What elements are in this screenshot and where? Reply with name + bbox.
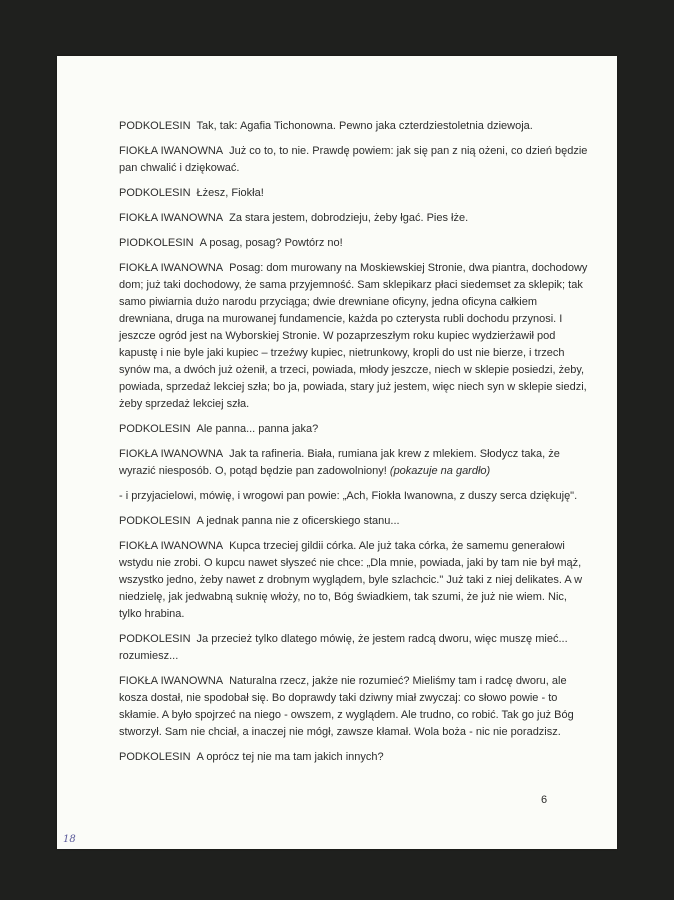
dialogue-line: [119, 446, 589, 480]
line-text: Jak ta rafineria. Biała, rumiana jak krew z mlekiem. Słodycz taka, że wyrazić niesposób. O, potąd będzie pan zadowolniony!: [119, 448, 560, 477]
dialogue-line: [119, 210, 589, 227]
speaker-name: FIOKŁA IWANOWNA: [119, 540, 224, 552]
dialogue-line: [119, 631, 589, 665]
dialogue-line: [119, 235, 589, 252]
stage-direction: (pokazuje na gardło): [389, 465, 491, 477]
dialogue-line: [119, 185, 589, 202]
dialogue-line: [119, 143, 589, 177]
dialogue-line: [119, 673, 589, 741]
dialogue-line: [119, 749, 589, 766]
dialogue-text: [119, 118, 589, 774]
speaker-name: PODKOLESIN: [119, 751, 191, 763]
speaker-name: PODKOLESIN: [119, 120, 191, 132]
speaker-name: PODKOLESIN: [119, 515, 191, 527]
line-text: A posag, posag? Powtórz no!: [199, 237, 343, 249]
handwritten-margin-note: 18: [63, 834, 76, 845]
line-text: Kupca trzeciej gildii córka. Ale już taka córka, że samemu generałowi wstydu nie zrobi. O kupcu nawet słyszeć nie chce: „Dla mnie, powiada, jaki by tam nie był mąż, wszystko jedno, żeby nawet z drobnym wyglądem, byle szlachcic." Już taki z niej delikates. A w niedzielę, jak jedwabną suknię włoży, no to, Bóg świadkiem, tak szumi, że już nie wiem. Nic, tylko hrabina.: [119, 540, 583, 620]
document-page: [57, 56, 617, 849]
speaker-name: FIOKŁA IWANOWNA: [119, 262, 224, 274]
line-text: A oprócz tej nie ma tam jakich innych?: [196, 751, 384, 763]
dialogue-line: [119, 118, 589, 135]
line-text: Za stara jestem, dobrodzieju, żeby łgać. Pies łże.: [229, 212, 469, 224]
page-number: 6: [541, 794, 548, 806]
line-text: Ale panna... panna jaka?: [196, 423, 319, 435]
line-text: Łżesz, Fiokła!: [196, 187, 264, 199]
speaker-name: FIOKŁA IWANOWNA: [119, 212, 224, 224]
speaker-name: FIOKŁA IWANOWNA: [119, 145, 224, 157]
speaker-name: PIODKOLESIN: [119, 237, 194, 249]
dialogue-line: [119, 260, 589, 413]
dialogue-line: [119, 488, 589, 505]
speaker-name: PODKOLESIN: [119, 187, 191, 199]
speaker-name: FIOKŁA IWANOWNA: [119, 448, 224, 460]
line-text: Naturalna rzecz, jakże nie rozumieć? Mieliśmy tam i radcę dworu, ale kosza dostał, nie spodobał się. Bo doprawdy taki dziwny miał zwyczaj: co słowo powie - to skłamie. A było spojrzeć na niego - owszem, z wyglądem. Ale trudno, co robić. Tak go już Bóg stworzył. Sam nie chciał, a inaczej nie mógł, zawsze kłamał. Wola boża - nic nie poradzisz.: [119, 675, 574, 738]
speaker-name: FIOKŁA IWANOWNA: [119, 675, 224, 687]
line-text: Ja przecież tylko dlatego mówię, że jestem radcą dworu, więc muszę mieć... rozumiesz...: [119, 633, 568, 662]
dialogue-line: [119, 421, 589, 438]
speaker-name: PODKOLESIN: [119, 633, 191, 645]
line-text: Tak, tak: Agafia Tichonowna. Pewno jaka czterdziestoletnia dziewoja.: [196, 120, 533, 132]
line-text: Posag: dom murowany na Moskiewskiej Stronie, dwa piantra, dochodowy dom; już taki dochodowy, że sama przyjemność. Sam sklepikarz płaci siedemset za sklepik; tak samo piwiarnia dużo narodu przyciąga; dwie drewniane oficyny, jedna oficyna całkiem drewniana, druga na murowanej fundamencie, każda po czterysta rubli dochodu przynosi. I jeszcze ogród jest na Wyborskiej Stronie. W pozaprzeszłym roku kupiec wydzierżawił pod kapustę i nie byle jaki kupiec – trzeźwy kupiec, nietrunkowy, kropli do ust nie bierze, i trzech synów ma, a dwóch już ożenił, a trzeci, powiada, młody jeszcze, niech w sklepie posiedzi, żeby, powiada, sprzedaż lekciej szła; bo ja, powiada, stary już jestem, więc niech syn w sklepie siedzi, żeby sprzedaż lekciej szła.: [119, 262, 588, 410]
line-text: - i przyjacielowi, mówię, i wrogowi pan powie: „Ach, Fiokła Iwanowna, z duszy serca dziękuję".: [119, 490, 578, 502]
dialogue-line: [119, 538, 589, 623]
dialogue-line: [119, 513, 589, 530]
line-text: A jednak panna nie z oficerskiego stanu...: [196, 515, 400, 527]
speaker-name: PODKOLESIN: [119, 423, 191, 435]
line-text: Już co to, to nie. Prawdę powiem: jak się pan z nią ożeni, co dzień będzie pan chwalić i dziękować.: [119, 145, 588, 174]
